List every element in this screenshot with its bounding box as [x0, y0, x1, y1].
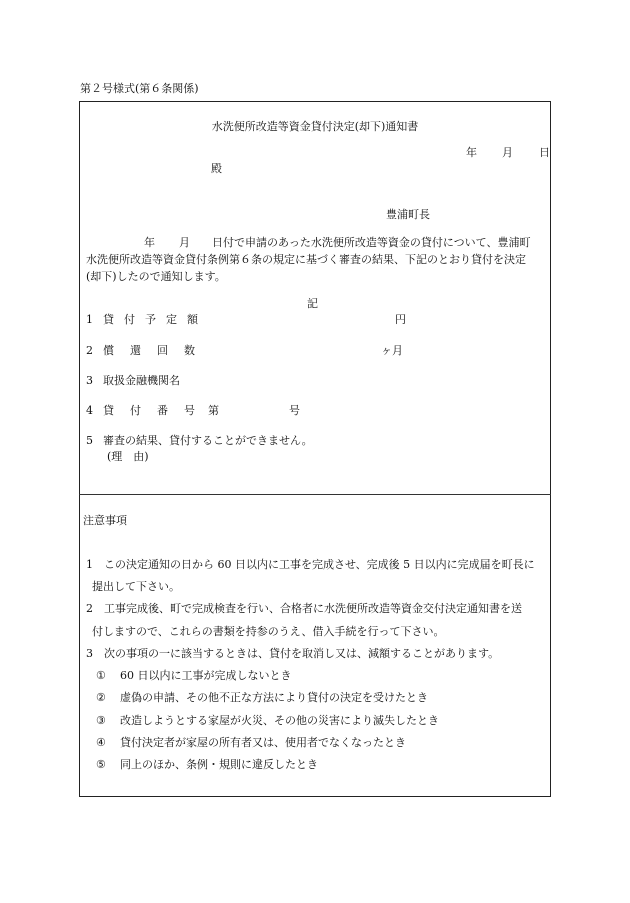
date-year-label: 年 — [466, 146, 477, 159]
sub-item-text: 貸付決定者が家屋の所有者又は、使用者でなくなったとき — [120, 736, 406, 749]
item-1-number: 1 — [86, 313, 93, 326]
sub-item-text: 改造しようとする家屋が火災、その他の災害により滅失したとき — [120, 714, 439, 727]
item-4-number: 4 — [86, 404, 93, 417]
sub-item-mark: ① — [96, 669, 106, 682]
item-5-label: 審査の結果、貸付することができません。 — [103, 434, 313, 447]
note-2-line-2: 付しますので、これらの書類を持参のうえ、借入手続を行って下さい。 — [92, 625, 445, 638]
item-1-unit: 円 — [395, 313, 406, 326]
sub-item-mark: ⑤ — [96, 758, 106, 771]
item-2-number: 2 — [86, 344, 93, 357]
item-5-reason-label: (理 由) — [107, 450, 149, 463]
item-5-number: 5 — [86, 434, 93, 447]
note-2-line-1: 2 工事完成後、町で完成検査を行い、合格者に水洗便所改造等資金交付決定通知書を送 — [86, 602, 522, 615]
body-line-1 — [86, 234, 548, 251]
item-3-label: 取扱金融機関名 — [103, 374, 180, 387]
form-number-label: 第２号様式(第６条関係) — [80, 82, 199, 95]
body-line-3: (却下)したので通知します。 — [86, 270, 226, 283]
note-3-sub-item — [96, 715, 439, 726]
date-day-label: 日 — [539, 146, 550, 159]
note-1-line-1: 1 この決定通知の日から 60 日以内に工事を完成させ、完成後 5 日以内に完成届を町長に — [86, 558, 535, 571]
item-4-label: 貸付番号 — [103, 404, 211, 417]
sub-item-text: 虚偽の申請、その他不正な方法により貸付の決定を受けたとき — [120, 691, 428, 704]
sub-item-text: 60 日以内に工事が完成しないとき — [120, 669, 292, 682]
sub-item-mark: ② — [96, 691, 106, 704]
note-3-sub-item — [96, 759, 318, 770]
sub-item-mark: ④ — [96, 736, 106, 749]
body-line-2: 水洗便所改造等資金貸付条例第６条の規定に基づく審査の結果、下記のとおり貸付を決定 — [86, 253, 526, 266]
note-1-line-2: 提出して下さい。 — [92, 580, 180, 593]
notes-heading: 注意事項 — [83, 514, 127, 527]
body-year-label: 年 — [144, 236, 155, 249]
section-divider — [79, 494, 551, 495]
item-1-label: 貸付予定額 — [103, 313, 208, 326]
note-3-sub-item — [96, 692, 428, 703]
item-2-unit: ヶ月 — [381, 344, 403, 357]
item-3-number: 3 — [86, 374, 93, 387]
sub-item-mark: ③ — [96, 714, 106, 727]
body-line-1-text: 日付で申請のあった水洗便所改造等資金の貸付について、豊浦町 — [212, 236, 531, 249]
ki-heading: 記 — [307, 297, 318, 310]
body-paragraph — [86, 234, 548, 285]
sender-name: 豊浦町長 — [386, 208, 430, 221]
note-3-sub-item — [96, 670, 292, 681]
date-month-label: 月 — [502, 146, 513, 159]
item-4-dai-label: 第 — [208, 404, 219, 417]
sub-item-text: 同上のほか、条例・規則に違反したとき — [120, 758, 318, 771]
document-title: 水洗便所改造等資金貸付決定(却下)通知書 — [211, 120, 419, 133]
note-3-sub-item — [96, 737, 406, 748]
body-month-label: 月 — [179, 236, 190, 249]
note-3-line-1: 3 次の事項の一に該当するときは、貸付を取消し又は、減額することがあります。 — [86, 647, 500, 660]
item-4-go-label: 号 — [289, 404, 300, 417]
item-2-label: 償還回数 — [103, 344, 211, 357]
addressee-suffix: 殿 — [211, 162, 222, 175]
